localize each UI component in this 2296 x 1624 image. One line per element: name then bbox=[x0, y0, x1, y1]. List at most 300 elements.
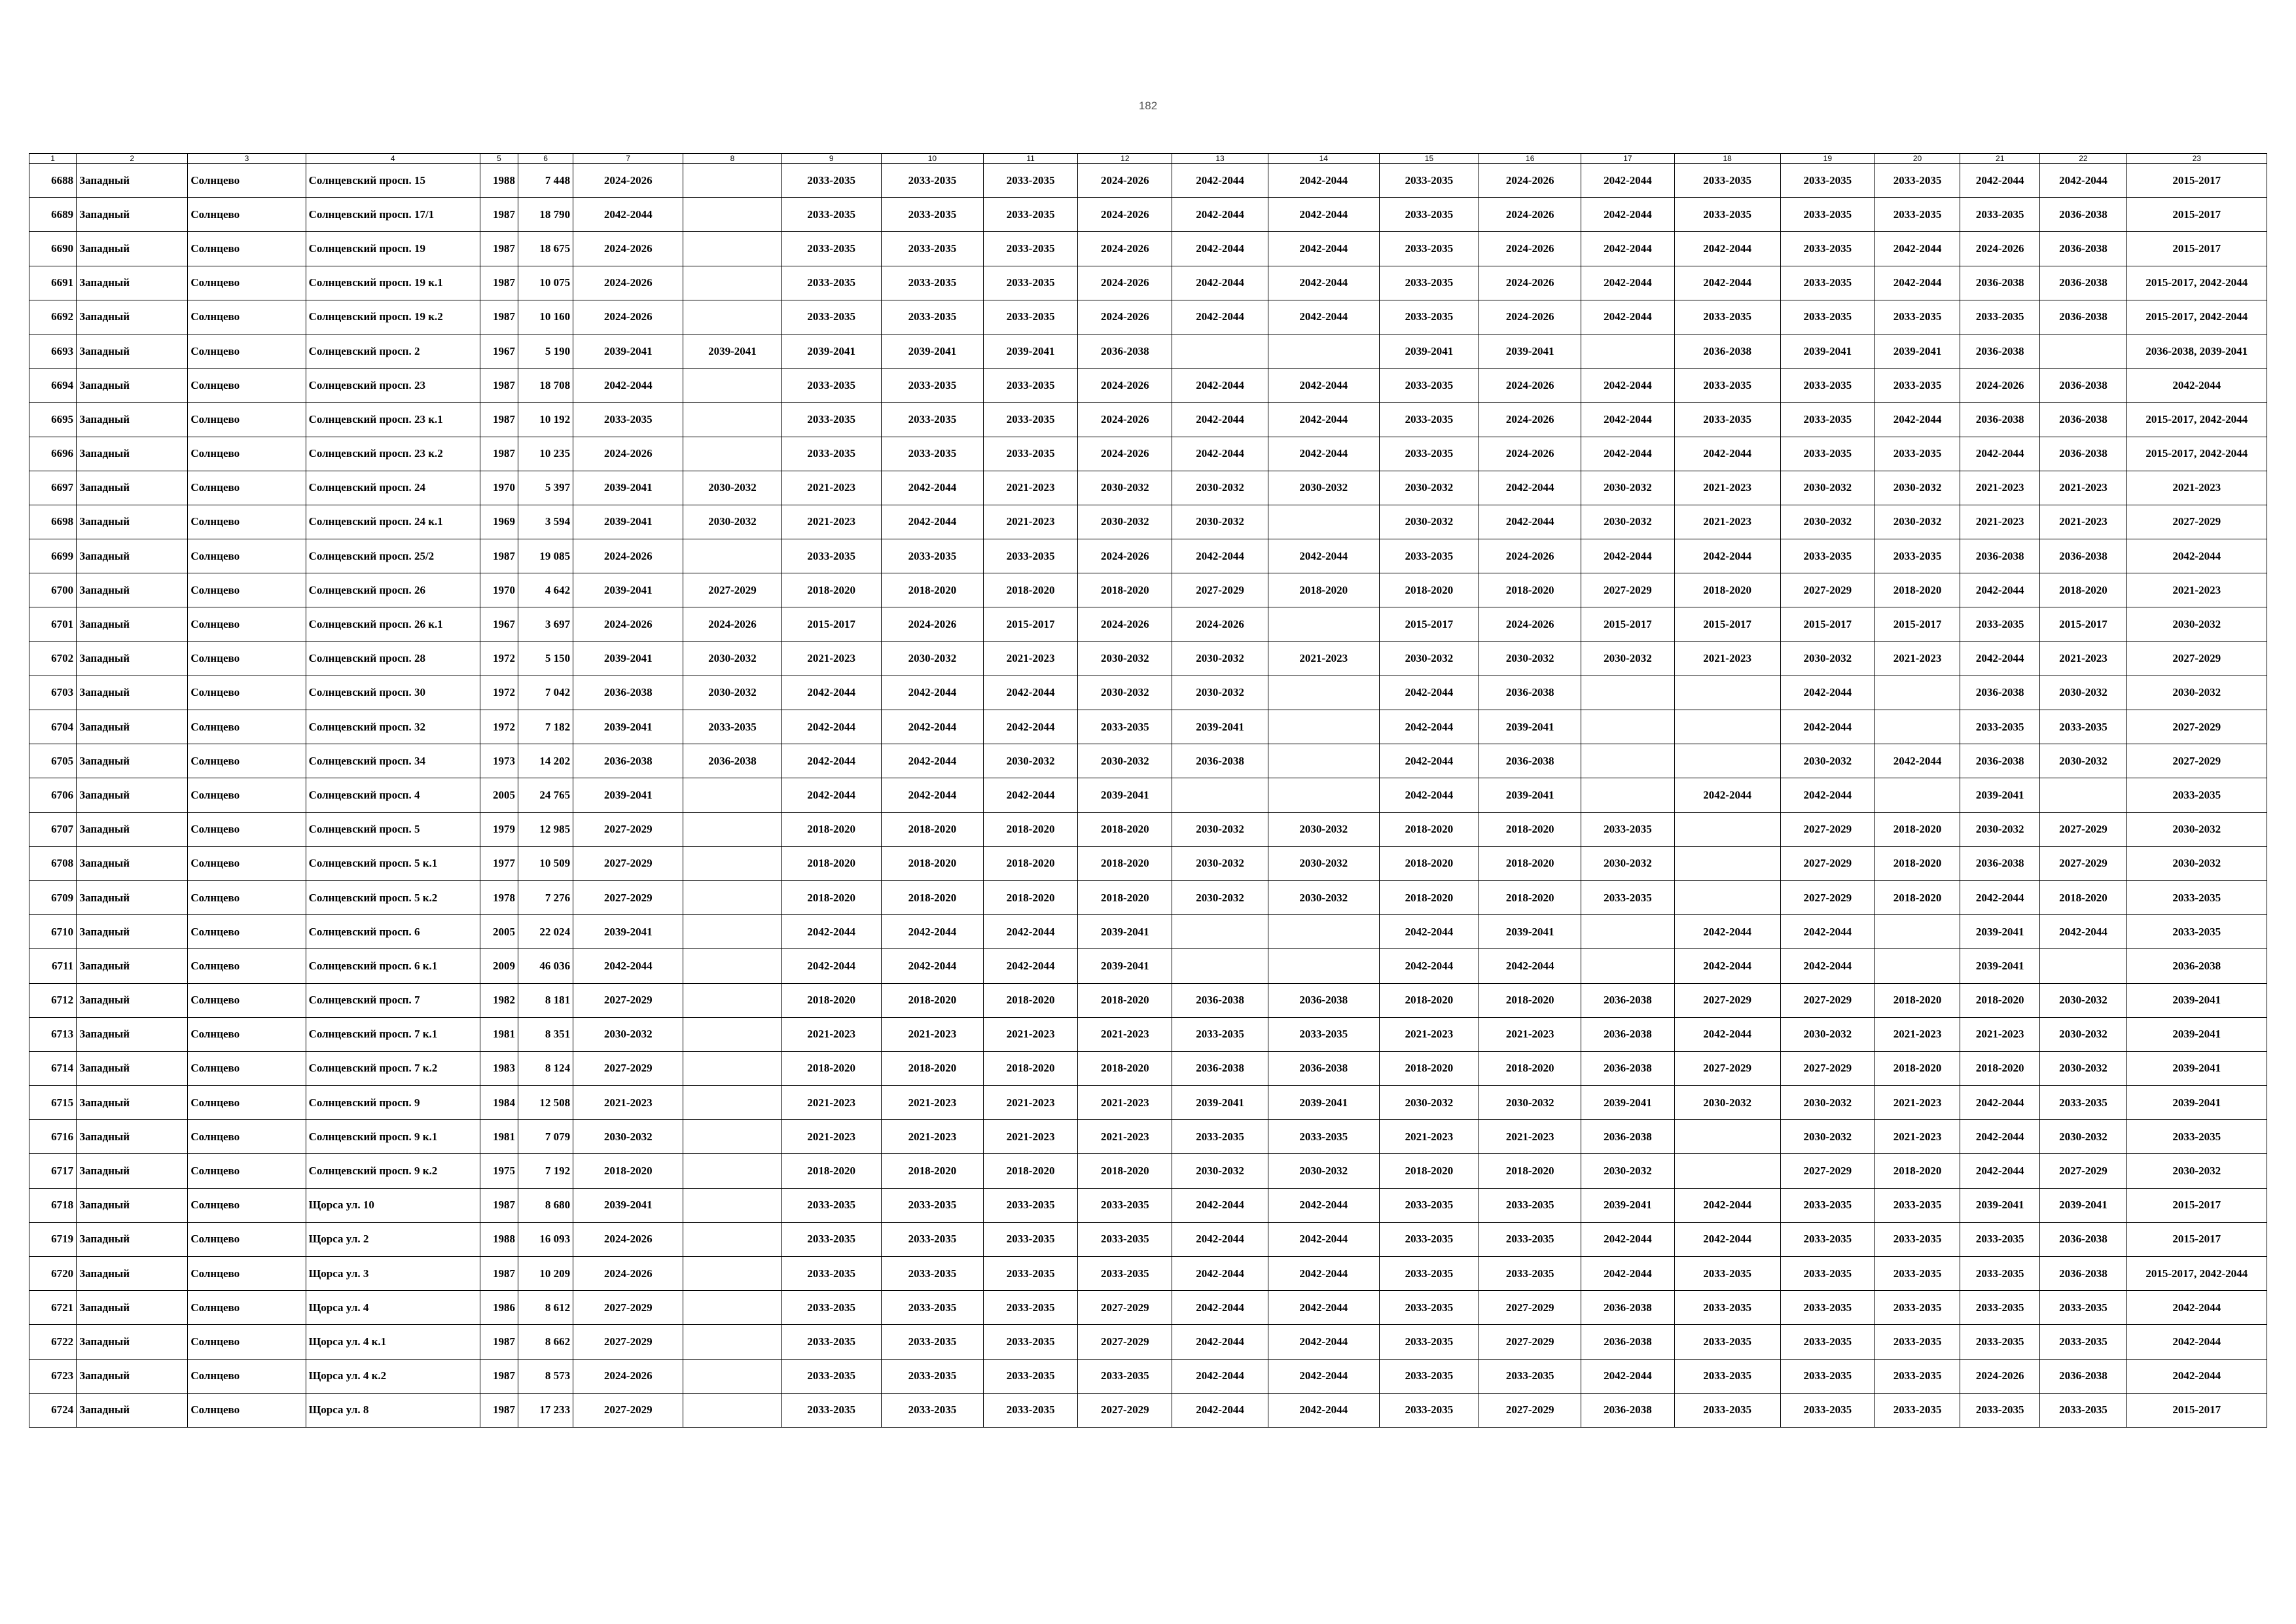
table-cell-col-11: 2018-2020 bbox=[984, 880, 1078, 914]
table-cell-col-18: 2015-2017 bbox=[1674, 607, 1780, 641]
table-cell-col-3: Солнцево bbox=[188, 334, 306, 368]
table-cell-col-12: 2030-2032 bbox=[1078, 471, 1172, 505]
table-cell-col-4: Щорса ул. 8 bbox=[306, 1393, 480, 1427]
column-header-5: 5 bbox=[480, 154, 518, 164]
column-header-1: 1 bbox=[29, 154, 77, 164]
table-row bbox=[29, 573, 2267, 607]
table-row bbox=[29, 1222, 2267, 1256]
table-cell-col-9: 2042-2044 bbox=[781, 915, 881, 949]
table-cell-col-3: Солнцево bbox=[188, 369, 306, 403]
table-cell-col-6: 18 708 bbox=[518, 369, 573, 403]
table-cell-col-23: 2033-2035 bbox=[2126, 915, 2267, 949]
table-cell-col-8 bbox=[683, 1120, 781, 1154]
table-cell-col-9: 2018-2020 bbox=[781, 573, 881, 607]
table-cell-col-22: 2030-2032 bbox=[2040, 1017, 2126, 1051]
table-row bbox=[29, 437, 2267, 471]
table-cell-col-16: 2021-2023 bbox=[1479, 1120, 1581, 1154]
table-cell-col-15: 2033-2035 bbox=[1379, 1222, 1479, 1256]
column-header-11: 11 bbox=[984, 154, 1078, 164]
table-cell-col-20: 2018-2020 bbox=[1874, 846, 1960, 880]
table-cell-col-4: Солнцевский просп. 7 к.2 bbox=[306, 1051, 480, 1085]
table-cell-col-8 bbox=[683, 1017, 781, 1051]
table-row bbox=[29, 198, 2267, 232]
table-row bbox=[29, 505, 2267, 539]
table-cell-col-17: 2030-2032 bbox=[1581, 1154, 1674, 1188]
table-cell-col-15: 2018-2020 bbox=[1379, 812, 1479, 846]
table-cell-col-13: 2042-2044 bbox=[1172, 403, 1268, 437]
table-cell-col-19: 2027-2029 bbox=[1780, 1154, 1874, 1188]
table-cell-col-23: 2015-2017 bbox=[2126, 1188, 2267, 1222]
table-cell-col-11: 2021-2023 bbox=[984, 505, 1078, 539]
table-cell-col-10: 2033-2035 bbox=[881, 164, 983, 198]
table-cell-col-2: Западный bbox=[77, 369, 188, 403]
table-cell-col-7: 2027-2029 bbox=[573, 880, 683, 914]
table-cell-col-10: 2042-2044 bbox=[881, 710, 983, 744]
column-header-4: 4 bbox=[306, 154, 480, 164]
table-cell-col-19: 2042-2044 bbox=[1780, 710, 1874, 744]
table-cell-col-20: 2033-2035 bbox=[1874, 1188, 1960, 1222]
table-cell-col-2: Западный bbox=[77, 778, 188, 812]
table-cell-col-22: 2042-2044 bbox=[2040, 915, 2126, 949]
table-cell-col-18: 2033-2035 bbox=[1674, 403, 1780, 437]
table-cell-col-12: 2024-2026 bbox=[1078, 266, 1172, 300]
table-cell-col-18: 2033-2035 bbox=[1674, 164, 1780, 198]
table-cell-col-12: 2039-2041 bbox=[1078, 915, 1172, 949]
table-row bbox=[29, 607, 2267, 641]
table-cell-col-21: 2018-2020 bbox=[1960, 1051, 2040, 1085]
table-cell-col-2: Западный bbox=[77, 403, 188, 437]
table-cell-col-21: 2018-2020 bbox=[1960, 983, 2040, 1017]
table-cell-col-18: 2042-2044 bbox=[1674, 915, 1780, 949]
table-row bbox=[29, 1154, 2267, 1188]
table-cell-col-23: 2027-2029 bbox=[2126, 744, 2267, 778]
table-cell-col-21: 2042-2044 bbox=[1960, 573, 2040, 607]
table-cell-col-16: 2042-2044 bbox=[1479, 471, 1581, 505]
table-cell-col-21: 2033-2035 bbox=[1960, 1257, 2040, 1291]
table-cell-col-5: 1982 bbox=[480, 983, 518, 1017]
table-cell-col-11: 2042-2044 bbox=[984, 915, 1078, 949]
table-cell-col-13: 2042-2044 bbox=[1172, 1393, 1268, 1427]
table-cell-col-2: Западный bbox=[77, 1291, 188, 1325]
table-cell-col-4: Солнцевский просп. 19 bbox=[306, 232, 480, 266]
table-cell-col-12: 2033-2035 bbox=[1078, 710, 1172, 744]
table-cell-col-8 bbox=[683, 1188, 781, 1222]
table-cell-col-20: 2021-2023 bbox=[1874, 1086, 1960, 1120]
table-cell-col-13 bbox=[1172, 334, 1268, 368]
table-cell-col-19: 2033-2035 bbox=[1780, 539, 1874, 573]
table-cell-col-7: 2036-2038 bbox=[573, 744, 683, 778]
table-cell-col-20: 2033-2035 bbox=[1874, 1359, 1960, 1393]
table-cell-col-10: 2021-2023 bbox=[881, 1120, 983, 1154]
table-cell-col-11: 2018-2020 bbox=[984, 573, 1078, 607]
table-row bbox=[29, 369, 2267, 403]
table-cell-col-7: 2042-2044 bbox=[573, 949, 683, 983]
table-cell-col-15: 2033-2035 bbox=[1379, 300, 1479, 334]
table-cell-col-6: 24 765 bbox=[518, 778, 573, 812]
column-header-20: 20 bbox=[1874, 154, 1960, 164]
table-cell-col-7: 2039-2041 bbox=[573, 471, 683, 505]
schedule-table bbox=[29, 153, 2267, 1428]
table-cell-col-3: Солнцево bbox=[188, 915, 306, 949]
table-cell-col-18: 2042-2044 bbox=[1674, 778, 1780, 812]
table-cell-col-16: 2018-2020 bbox=[1479, 1051, 1581, 1085]
table-cell-col-20: 2021-2023 bbox=[1874, 1017, 1960, 1051]
table-cell-col-17: 2030-2032 bbox=[1581, 846, 1674, 880]
table-cell-col-17: 2015-2017 bbox=[1581, 607, 1674, 641]
table-cell-col-2: Западный bbox=[77, 1188, 188, 1222]
table-cell-col-15: 2033-2035 bbox=[1379, 539, 1479, 573]
table-cell-col-21: 2024-2026 bbox=[1960, 369, 2040, 403]
table-cell-col-21: 2036-2038 bbox=[1960, 539, 2040, 573]
table-cell-col-6: 12 508 bbox=[518, 1086, 573, 1120]
table-cell-col-22: 2018-2020 bbox=[2040, 573, 2126, 607]
table-cell-col-10: 2033-2035 bbox=[881, 1257, 983, 1291]
table-cell-col-12: 2018-2020 bbox=[1078, 1154, 1172, 1188]
table-cell-col-16: 2018-2020 bbox=[1479, 846, 1581, 880]
table-cell-col-17: 2033-2035 bbox=[1581, 812, 1674, 846]
table-cell-col-22: 2021-2023 bbox=[2040, 471, 2126, 505]
table-cell-col-5: 1970 bbox=[480, 471, 518, 505]
table-cell-col-22: 2036-2038 bbox=[2040, 300, 2126, 334]
table-cell-col-20: 2030-2032 bbox=[1874, 505, 1960, 539]
table-cell-col-10: 2033-2035 bbox=[881, 1393, 983, 1427]
table-cell-col-16: 2024-2026 bbox=[1479, 403, 1581, 437]
table-cell-col-5: 1977 bbox=[480, 846, 518, 880]
table-cell-col-22: 2030-2032 bbox=[2040, 983, 2126, 1017]
table-cell-col-7: 2024-2026 bbox=[573, 164, 683, 198]
table-cell-col-3: Солнцево bbox=[188, 1017, 306, 1051]
table-cell-col-7: 2027-2029 bbox=[573, 1393, 683, 1427]
table-cell-col-9: 2033-2035 bbox=[781, 198, 881, 232]
table-cell-col-9: 2033-2035 bbox=[781, 266, 881, 300]
table-cell-col-23: 2015-2017 bbox=[2126, 1222, 2267, 1256]
table-cell-col-23: 2042-2044 bbox=[2126, 539, 2267, 573]
table-cell-col-4: Солнцевский просп. 32 bbox=[306, 710, 480, 744]
table-cell-col-5: 1981 bbox=[480, 1017, 518, 1051]
table-cell-col-6: 8 662 bbox=[518, 1325, 573, 1359]
table-row bbox=[29, 266, 2267, 300]
table-cell-col-23: 2021-2023 bbox=[2126, 471, 2267, 505]
table-cell-col-23: 2042-2044 bbox=[2126, 1325, 2267, 1359]
table-cell-col-11: 2042-2044 bbox=[984, 949, 1078, 983]
table-cell-col-16: 2024-2026 bbox=[1479, 369, 1581, 403]
table-cell-col-14: 2021-2023 bbox=[1268, 641, 1379, 676]
table-cell-col-19: 2030-2032 bbox=[1780, 641, 1874, 676]
table-cell-col-22: 2033-2035 bbox=[2040, 1086, 2126, 1120]
table-cell-col-22: 2036-2038 bbox=[2040, 1257, 2126, 1291]
table-cell-col-18: 2033-2035 bbox=[1674, 1291, 1780, 1325]
table-cell-col-12: 2021-2023 bbox=[1078, 1086, 1172, 1120]
table-cell-col-8: 2033-2035 bbox=[683, 710, 781, 744]
table-cell-col-10: 2039-2041 bbox=[881, 334, 983, 368]
table-cell-col-2: Западный bbox=[77, 1017, 188, 1051]
table-cell-col-3: Солнцево bbox=[188, 983, 306, 1017]
table-header bbox=[29, 154, 2267, 164]
table-cell-col-21: 2033-2035 bbox=[1960, 1222, 2040, 1256]
table-cell-col-21: 2021-2023 bbox=[1960, 471, 2040, 505]
table-cell-col-23: 2039-2041 bbox=[2126, 1051, 2267, 1085]
table-cell-col-15: 2033-2035 bbox=[1379, 1359, 1479, 1393]
table-cell-col-20: 2033-2035 bbox=[1874, 437, 1960, 471]
table-cell-col-7: 2024-2026 bbox=[573, 1222, 683, 1256]
table-cell-col-16: 2024-2026 bbox=[1479, 198, 1581, 232]
table-cell-col-15: 2018-2020 bbox=[1379, 846, 1479, 880]
table-cell-col-8 bbox=[683, 1154, 781, 1188]
table-cell-col-18: 2018-2020 bbox=[1674, 573, 1780, 607]
table-cell-col-13: 2030-2032 bbox=[1172, 1154, 1268, 1188]
table-cell-col-15: 2042-2044 bbox=[1379, 744, 1479, 778]
table-cell-col-13: 2042-2044 bbox=[1172, 539, 1268, 573]
table-cell-col-11: 2018-2020 bbox=[984, 812, 1078, 846]
table-cell-col-2: Западный bbox=[77, 1154, 188, 1188]
table-cell-col-20: 2033-2035 bbox=[1874, 369, 1960, 403]
table-cell-col-11: 2033-2035 bbox=[984, 1325, 1078, 1359]
table-cell-col-9: 2033-2035 bbox=[781, 1222, 881, 1256]
table-cell-col-8 bbox=[683, 300, 781, 334]
table-cell-col-13: 2030-2032 bbox=[1172, 471, 1268, 505]
table-cell-col-20: 2018-2020 bbox=[1874, 812, 1960, 846]
table-cell-col-15: 2018-2020 bbox=[1379, 573, 1479, 607]
table-cell-col-4: Солнцевский просп. 5 bbox=[306, 812, 480, 846]
table-cell-col-21: 2021-2023 bbox=[1960, 505, 2040, 539]
table-cell-col-5: 1987 bbox=[480, 369, 518, 403]
table-cell-col-9: 2033-2035 bbox=[781, 1257, 881, 1291]
table-cell-col-23: 2015-2017, 2042-2044 bbox=[2126, 403, 2267, 437]
table-cell-col-5: 1987 bbox=[480, 539, 518, 573]
table-cell-col-18: 2021-2023 bbox=[1674, 641, 1780, 676]
table-cell-col-13: 2030-2032 bbox=[1172, 505, 1268, 539]
table-cell-col-5: 1987 bbox=[480, 1325, 518, 1359]
table-cell-col-16: 2024-2026 bbox=[1479, 232, 1581, 266]
table-cell-col-21: 2033-2035 bbox=[1960, 1325, 2040, 1359]
table-cell-col-18: 2021-2023 bbox=[1674, 471, 1780, 505]
table-cell-col-1: 6715 bbox=[29, 1086, 77, 1120]
table-row bbox=[29, 1017, 2267, 1051]
table-cell-col-2: Западный bbox=[77, 949, 188, 983]
table-cell-col-17: 2036-2038 bbox=[1581, 1120, 1674, 1154]
table-cell-col-23: 2042-2044 bbox=[2126, 369, 2267, 403]
table-cell-col-3: Солнцево bbox=[188, 778, 306, 812]
table-cell-col-7: 2039-2041 bbox=[573, 334, 683, 368]
table-cell-col-15: 2033-2035 bbox=[1379, 164, 1479, 198]
table-cell-col-20 bbox=[1874, 778, 1960, 812]
table-cell-col-8 bbox=[683, 949, 781, 983]
table-cell-col-6: 7 079 bbox=[518, 1120, 573, 1154]
table-cell-col-7: 2039-2041 bbox=[573, 1188, 683, 1222]
table-cell-col-14: 2042-2044 bbox=[1268, 403, 1379, 437]
table-cell-col-20: 2018-2020 bbox=[1874, 1051, 1960, 1085]
table-cell-col-2: Западный bbox=[77, 607, 188, 641]
table-cell-col-2: Западный bbox=[77, 334, 188, 368]
table-cell-col-10: 2042-2044 bbox=[881, 778, 983, 812]
table-cell-col-11: 2033-2035 bbox=[984, 1222, 1078, 1256]
table-cell-col-1: 6714 bbox=[29, 1051, 77, 1085]
table-cell-col-20: 2018-2020 bbox=[1874, 983, 1960, 1017]
table-cell-col-1: 6700 bbox=[29, 573, 77, 607]
table-cell-col-10: 2033-2035 bbox=[881, 266, 983, 300]
table-cell-col-17: 2042-2044 bbox=[1581, 266, 1674, 300]
table-cell-col-10: 2021-2023 bbox=[881, 1086, 983, 1120]
column-header-9: 9 bbox=[781, 154, 881, 164]
table-cell-col-13: 2042-2044 bbox=[1172, 1257, 1268, 1291]
table-cell-col-2: Западный bbox=[77, 1393, 188, 1427]
column-header-6: 6 bbox=[518, 154, 573, 164]
table-cell-col-5: 1988 bbox=[480, 1222, 518, 1256]
table-cell-col-18: 2033-2035 bbox=[1674, 1325, 1780, 1359]
table-cell-col-23: 2015-2017, 2042-2044 bbox=[2126, 437, 2267, 471]
table-cell-col-4: Солнцевский просп. 2 bbox=[306, 334, 480, 368]
table-cell-col-12: 2024-2026 bbox=[1078, 437, 1172, 471]
table-cell-col-11: 2033-2035 bbox=[984, 1188, 1078, 1222]
table-cell-col-11: 2042-2044 bbox=[984, 778, 1078, 812]
table-cell-col-9: 2033-2035 bbox=[781, 1291, 881, 1325]
table-cell-col-17: 2030-2032 bbox=[1581, 641, 1674, 676]
table-cell-col-1: 6724 bbox=[29, 1393, 77, 1427]
table-cell-col-18: 2027-2029 bbox=[1674, 1051, 1780, 1085]
table-cell-col-19: 2030-2032 bbox=[1780, 744, 1874, 778]
table-cell-col-8 bbox=[683, 880, 781, 914]
table-cell-col-7: 2042-2044 bbox=[573, 369, 683, 403]
table-cell-col-2: Западный bbox=[77, 573, 188, 607]
table-cell-col-9: 2042-2044 bbox=[781, 744, 881, 778]
table-cell-col-16: 2039-2041 bbox=[1479, 778, 1581, 812]
table-cell-col-2: Западный bbox=[77, 198, 188, 232]
table-cell-col-3: Солнцево bbox=[188, 505, 306, 539]
table-cell-col-22: 2036-2038 bbox=[2040, 1359, 2126, 1393]
table-cell-col-4: Солнцевский просп. 23 к.2 bbox=[306, 437, 480, 471]
table-cell-col-7: 2039-2041 bbox=[573, 641, 683, 676]
table-cell-col-5: 1987 bbox=[480, 1359, 518, 1393]
table-cell-col-17 bbox=[1581, 949, 1674, 983]
table-cell-col-3: Солнцево bbox=[188, 1120, 306, 1154]
table-row bbox=[29, 300, 2267, 334]
table-cell-col-14 bbox=[1268, 676, 1379, 710]
table-cell-col-10: 2018-2020 bbox=[881, 1051, 983, 1085]
table-cell-col-13: 2042-2044 bbox=[1172, 1222, 1268, 1256]
table-cell-col-16: 2030-2032 bbox=[1479, 1086, 1581, 1120]
table-cell-col-19: 2033-2035 bbox=[1780, 1325, 1874, 1359]
table-cell-col-15: 2033-2035 bbox=[1379, 266, 1479, 300]
table-cell-col-11: 2033-2035 bbox=[984, 198, 1078, 232]
table-cell-col-16: 2033-2035 bbox=[1479, 1359, 1581, 1393]
table-cell-col-22: 2036-2038 bbox=[2040, 1222, 2126, 1256]
table-cell-col-6: 8 612 bbox=[518, 1291, 573, 1325]
table-cell-col-17 bbox=[1581, 676, 1674, 710]
table-cell-col-20: 2021-2023 bbox=[1874, 1120, 1960, 1154]
table-cell-col-2: Западный bbox=[77, 505, 188, 539]
table-cell-col-6: 7 182 bbox=[518, 710, 573, 744]
table-cell-col-12: 2039-2041 bbox=[1078, 949, 1172, 983]
table-row bbox=[29, 846, 2267, 880]
table-cell-col-6: 14 202 bbox=[518, 744, 573, 778]
table-cell-col-16: 2018-2020 bbox=[1479, 983, 1581, 1017]
table-cell-col-5: 1975 bbox=[480, 1154, 518, 1188]
table-cell-col-9: 2018-2020 bbox=[781, 1154, 881, 1188]
column-header-19: 19 bbox=[1780, 154, 1874, 164]
table-cell-col-17: 2042-2044 bbox=[1581, 164, 1674, 198]
table-cell-col-10: 2018-2020 bbox=[881, 846, 983, 880]
table-cell-col-12: 2024-2026 bbox=[1078, 403, 1172, 437]
table-cell-col-22: 2030-2032 bbox=[2040, 744, 2126, 778]
table-cell-col-1: 6716 bbox=[29, 1120, 77, 1154]
table-cell-col-23: 2015-2017, 2042-2044 bbox=[2126, 1257, 2267, 1291]
table-cell-col-5: 1987 bbox=[480, 1188, 518, 1222]
table-cell-col-10: 2042-2044 bbox=[881, 676, 983, 710]
table-cell-col-22: 2030-2032 bbox=[2040, 676, 2126, 710]
table-cell-col-5: 1972 bbox=[480, 710, 518, 744]
table-cell-col-4: Солнцевский просп. 23 bbox=[306, 369, 480, 403]
table-cell-col-10: 2042-2044 bbox=[881, 949, 983, 983]
table-cell-col-8 bbox=[683, 812, 781, 846]
table-cell-col-3: Солнцево bbox=[188, 1086, 306, 1120]
table-cell-col-20 bbox=[1874, 676, 1960, 710]
table-cell-col-8 bbox=[683, 915, 781, 949]
table-cell-col-11: 2018-2020 bbox=[984, 846, 1078, 880]
table-cell-col-15: 2018-2020 bbox=[1379, 983, 1479, 1017]
table-cell-col-13 bbox=[1172, 778, 1268, 812]
table-cell-col-19: 2042-2044 bbox=[1780, 676, 1874, 710]
table-cell-col-17: 2042-2044 bbox=[1581, 1222, 1674, 1256]
table-cell-col-18: 2042-2044 bbox=[1674, 1188, 1780, 1222]
table-cell-col-22: 2021-2023 bbox=[2040, 641, 2126, 676]
table-cell-col-22: 2036-2038 bbox=[2040, 539, 2126, 573]
table-cell-col-13: 2039-2041 bbox=[1172, 710, 1268, 744]
table-cell-col-4: Солнцевский просп. 4 bbox=[306, 778, 480, 812]
table-cell-col-17: 2036-2038 bbox=[1581, 983, 1674, 1017]
table-cell-col-19: 2030-2032 bbox=[1780, 505, 1874, 539]
table-cell-col-21: 2039-2041 bbox=[1960, 949, 2040, 983]
table-cell-col-16: 2039-2041 bbox=[1479, 334, 1581, 368]
table-cell-col-23: 2039-2041 bbox=[2126, 983, 2267, 1017]
table-cell-col-3: Солнцево bbox=[188, 812, 306, 846]
table-cell-col-1: 6702 bbox=[29, 641, 77, 676]
table-cell-col-14: 2030-2032 bbox=[1268, 846, 1379, 880]
table-cell-col-22 bbox=[2040, 949, 2126, 983]
table-cell-col-4: Солнцевский просп. 30 bbox=[306, 676, 480, 710]
table-cell-col-17: 2042-2044 bbox=[1581, 1257, 1674, 1291]
table-cell-col-18: 2042-2044 bbox=[1674, 539, 1780, 573]
table-cell-col-10: 2018-2020 bbox=[881, 812, 983, 846]
table-cell-col-8 bbox=[683, 983, 781, 1017]
table-cell-col-1: 6693 bbox=[29, 334, 77, 368]
table-cell-col-6: 7 448 bbox=[518, 164, 573, 198]
table-cell-col-19: 2030-2032 bbox=[1780, 471, 1874, 505]
table-cell-col-18: 2033-2035 bbox=[1674, 1257, 1780, 1291]
table-cell-col-21: 2042-2044 bbox=[1960, 880, 2040, 914]
table-cell-col-6: 46 036 bbox=[518, 949, 573, 983]
table-cell-col-9: 2015-2017 bbox=[781, 607, 881, 641]
table-cell-col-11: 2018-2020 bbox=[984, 983, 1078, 1017]
table-cell-col-7: 2042-2044 bbox=[573, 198, 683, 232]
table-cell-col-22: 2027-2029 bbox=[2040, 1154, 2126, 1188]
column-header-7: 7 bbox=[573, 154, 683, 164]
table-cell-col-23: 2015-2017 bbox=[2126, 164, 2267, 198]
table-cell-col-13: 2027-2029 bbox=[1172, 573, 1268, 607]
table-cell-col-8 bbox=[683, 164, 781, 198]
table-cell-col-13: 2039-2041 bbox=[1172, 1086, 1268, 1120]
table-cell-col-23: 2033-2035 bbox=[2126, 880, 2267, 914]
table-cell-col-2: Западный bbox=[77, 266, 188, 300]
table-cell-col-19: 2030-2032 bbox=[1780, 1086, 1874, 1120]
table-cell-col-15: 2039-2041 bbox=[1379, 334, 1479, 368]
table-cell-col-19: 2033-2035 bbox=[1780, 1222, 1874, 1256]
table-cell-col-6: 19 085 bbox=[518, 539, 573, 573]
table-cell-col-17: 2030-2032 bbox=[1581, 505, 1674, 539]
table-cell-col-2: Западный bbox=[77, 880, 188, 914]
table-cell-col-16: 2039-2041 bbox=[1479, 915, 1581, 949]
table-cell-col-23: 2015-2017, 2042-2044 bbox=[2126, 300, 2267, 334]
table-cell-col-3: Солнцево bbox=[188, 1051, 306, 1085]
